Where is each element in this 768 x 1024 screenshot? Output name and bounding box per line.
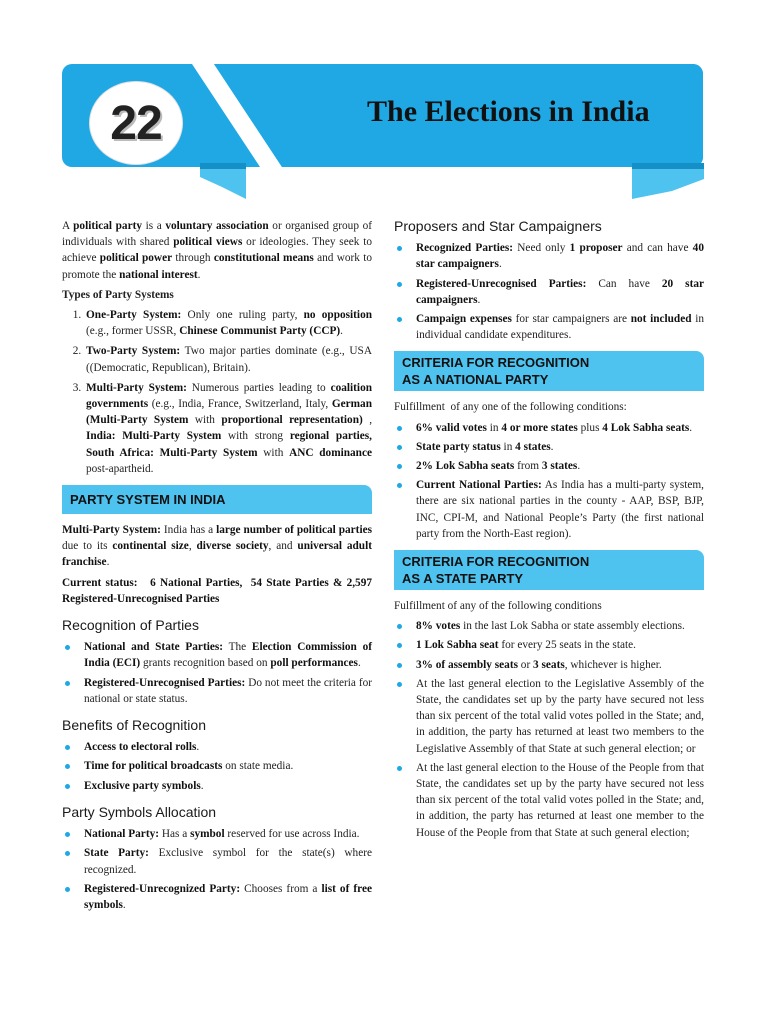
state-box-line1: CRITERIA FOR RECOGNITION — [402, 554, 590, 570]
list-item: Exclusive party symbols. — [62, 778, 372, 794]
list-item: 8% votes in the last Lok Sabha or state assembly elections. — [394, 618, 704, 634]
list-item: At the last general election to the Legislative Assembly of the State, the candidates set up by the party have secured not less than six percent of the total valid votes polled in the State; and, in addition, the party has returned at least two members to the Legislative Assembly of that State at such general election; or — [394, 676, 704, 757]
list-item: Recognized Parties: Need only 1 proposer and can have 40 star campaigners. — [394, 240, 704, 272]
list-item: State party status in 4 states. — [394, 439, 704, 455]
proposers-list — [394, 240, 704, 343]
list-item: 1. One-Party System: Only one ruling party, no opposition (e.g., former USSR, Chinese Communist Party (CCP). — [84, 307, 372, 339]
list-item: National Party: Has a symbol reserved for use across India. — [62, 826, 372, 842]
list-item: Access to electoral rolls. — [62, 739, 372, 755]
recognition-heading: Recognition of Parties — [62, 617, 199, 634]
state-criteria-box-heading — [394, 550, 704, 590]
list-item: Registered-Unrecognized Party: Chooses from a list of free symbols. — [62, 881, 372, 913]
national-box-line1: CRITERIA FOR RECOGNITION — [402, 355, 590, 371]
chapter-number-badge — [90, 82, 182, 164]
national-box-line2: AS A NATIONAL PARTY — [402, 372, 549, 388]
page-title: The Elections in India — [367, 95, 650, 128]
chapter-number: 22 — [110, 96, 162, 150]
symbols-heading: Party Symbols Allocation — [62, 803, 217, 820]
list-item: At the last general election to the House of the People from that State, the candidates set up by the party have secured not less than six percent of the total valid votes polled in the State; and, in addition, the party has returned at least one member to the House of the People from that State at such general election; — [394, 760, 704, 841]
national-criteria-list — [394, 420, 704, 542]
state-criteria-list — [394, 618, 704, 841]
party-system-box-heading: PARTY SYSTEM IN INDIA — [62, 485, 372, 514]
intro-paragraph: A political party is a voluntary association or organised group of individuals with shared political views or ideologies. They seek to achieve political power through constitutional means and work to promote the national interest. — [62, 220, 373, 281]
right-ribbon-decoration — [632, 163, 704, 199]
list-item: 3% of assembly seats or 3 seats, whichever is higher. — [394, 657, 704, 673]
list-item: Registered-Unrecognised Parties: Do not meet the criteria for national or state status. — [62, 675, 372, 707]
state-intro: Fulfillment of any of the following conditions — [394, 600, 602, 613]
list-item: 2% Lok Sabha seats from 3 states. — [394, 458, 704, 474]
types-heading: Types of Party Systems — [62, 288, 174, 301]
list-item: 1 Lok Sabha seat for every 25 seats in the state. — [394, 637, 704, 653]
left-column — [62, 218, 372, 917]
list-item: Current National Parties: As India has a multi-party system, there are six national parties in the county - AAP, BSP, BJP, INC, CPI-M, and National People’s Party (the first national party from the North-East region). — [394, 477, 704, 542]
benefits-heading: Benefits of Recognition — [62, 717, 206, 734]
list-item: 2. Two-Party System: Two major parties dominate (e.g., USA ((Democratic, Republican), Britain). — [84, 343, 372, 375]
current-status-paragraph: Current status: 6 National Parties, 54 State Parties & 2,597 Registered-Unrecognised Parties — [62, 576, 372, 605]
list-item: State Party: Exclusive symbol for the state(s) where recognized. — [62, 845, 372, 877]
list-item: 6% valid votes in 4 or more states plus 4 Lok Sabha seats. — [394, 420, 704, 436]
list-item: Campaign expenses for star campaigners are not included in individual candidate expenditures. — [394, 311, 704, 343]
left-ribbon-decoration — [200, 163, 246, 199]
list-item: National and State Parties: The Election Commission of India (ECI) grants recognition based on poll performances. — [62, 639, 372, 671]
recognition-list — [62, 639, 372, 707]
national-intro: Fulfillment of any one of the following conditions: — [394, 401, 627, 414]
benefits-list — [62, 739, 372, 794]
right-column — [394, 218, 704, 845]
proposers-heading: Proposers and Star Campaigners — [394, 218, 602, 234]
list-item: Registered-Unrecognised Parties: Can have 20 star campaigners. — [394, 276, 704, 308]
multi-party-paragraph: Multi-Party System: India has a large number of political parties due to its continental size, diverse society, and universal adult franchise. — [62, 524, 372, 569]
symbols-list — [62, 826, 372, 913]
list-item: 3. Multi-Party System: Numerous parties leading to coalition governments (e.g., India, France, Switzerland, Italy, German (Multi-Party System with proportional representation) , India: Multi-Party System with strong regional parties, South Africa: Multi-Party System with ANC dominance post-apartheid. — [84, 380, 372, 477]
list-item: Time for political broadcasts on state media. — [62, 758, 372, 774]
state-box-line2: AS A STATE PARTY — [402, 571, 524, 587]
national-criteria-box-heading — [394, 351, 704, 391]
types-list — [62, 307, 372, 477]
